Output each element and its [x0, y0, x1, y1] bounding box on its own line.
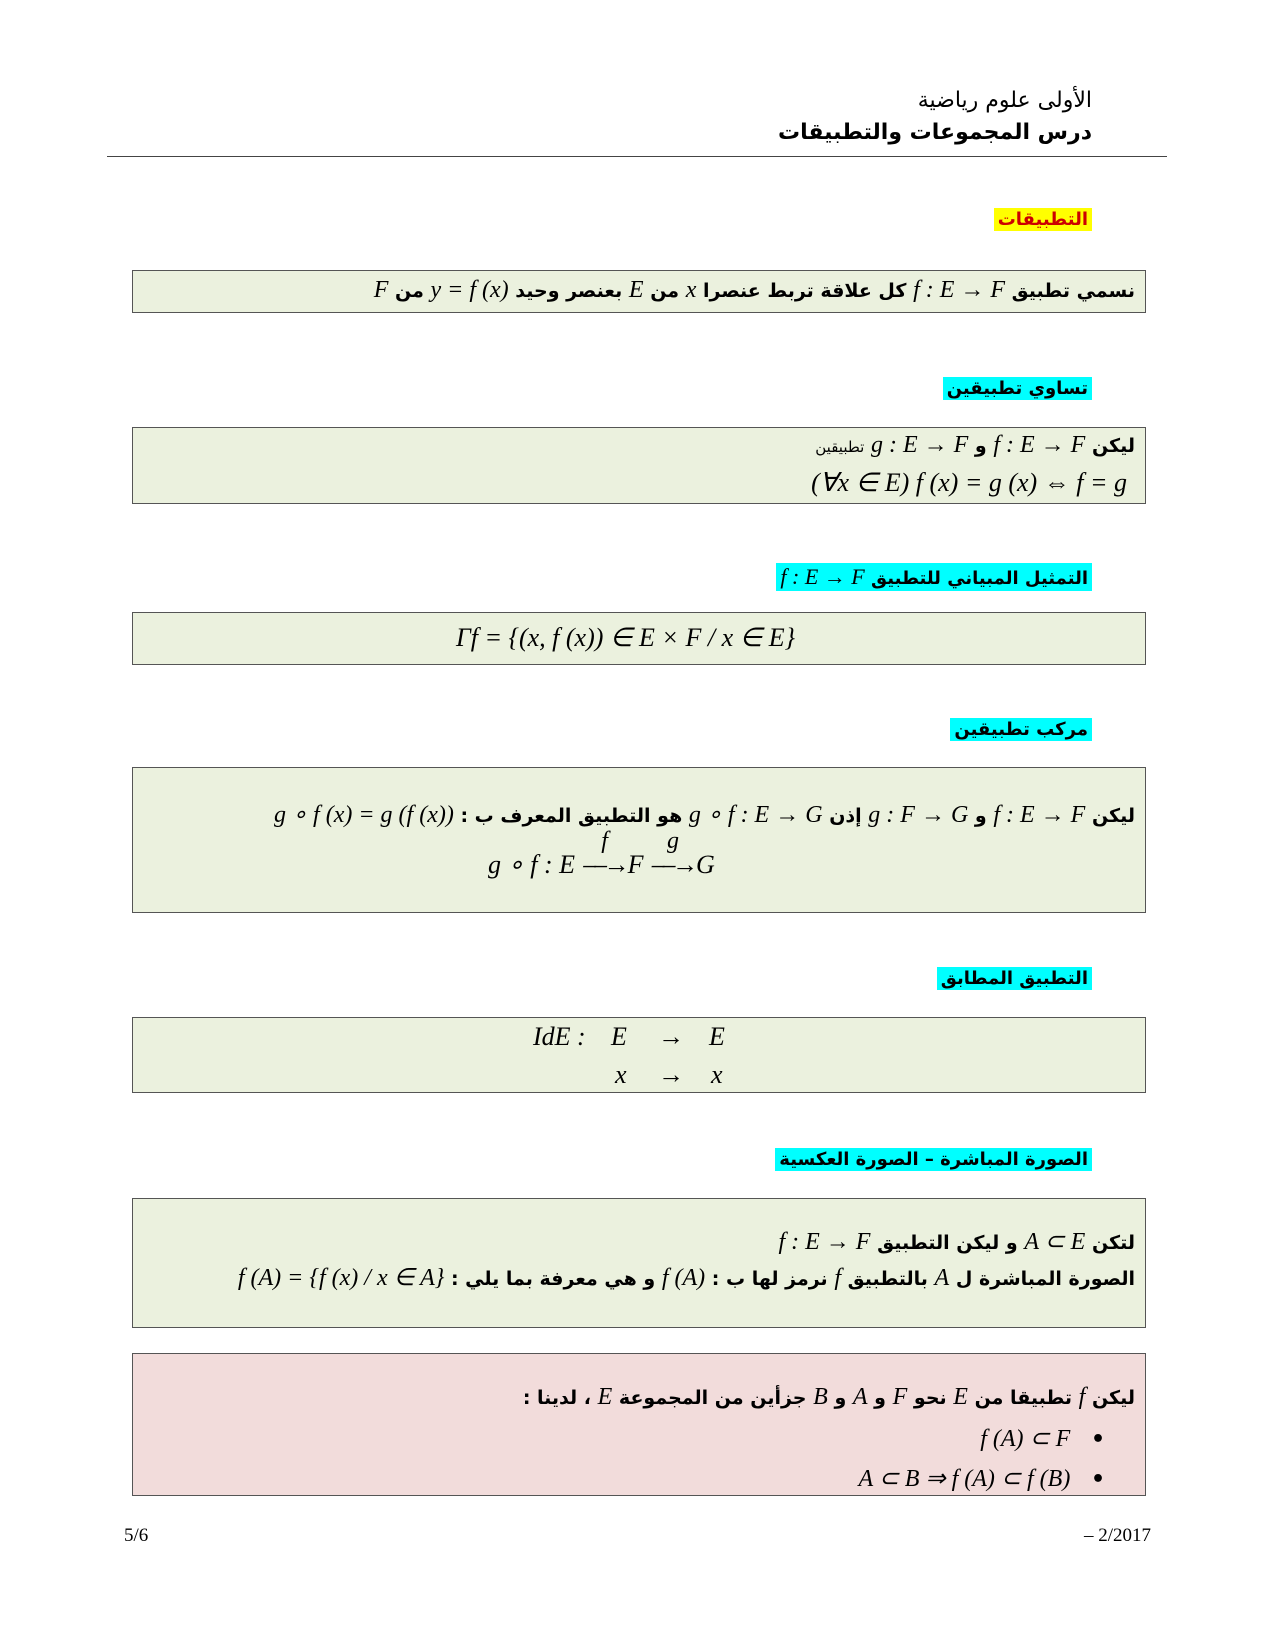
identity-row1-to: E	[709, 1022, 725, 1051]
img-math: f (A)	[661, 1265, 706, 1291]
def-text: نسمي تطبيق	[1011, 280, 1135, 302]
comp-math: f : E → F	[993, 802, 1086, 828]
diagram-label-g: g	[666, 828, 679, 854]
prop-text: نحو	[913, 1387, 947, 1409]
prop-math: E	[953, 1384, 968, 1410]
prop-text: جزأين من المجموعة	[618, 1387, 807, 1409]
property-bullet-1	[980, 1424, 1105, 1453]
property-box	[132, 1353, 1146, 1496]
eq-text: تطبيقين	[815, 438, 865, 456]
prop-math: A	[852, 1384, 868, 1410]
def-math: E	[628, 277, 644, 303]
heading-equality: تساوي تطبيقين	[943, 377, 1092, 400]
identity-box	[132, 1017, 1146, 1093]
equality-line-1	[815, 432, 1135, 459]
equality-formula: (∀x ∈ E) f (x) = g (x) ⇔ f = g	[811, 468, 1127, 497]
img-text: نرمز لها ب :	[711, 1268, 828, 1290]
def-math: f : E → F	[913, 277, 1006, 303]
def-math: y = f (x)	[430, 277, 509, 303]
diagram-left: g ∘ f : E	[488, 850, 576, 879]
header-subtitle: الأولى علوم رياضية	[917, 88, 1092, 113]
bullet-icon: •	[1090, 1427, 1105, 1452]
prop-text: تطبيقا من	[974, 1387, 1073, 1409]
identity-name: IdE :	[533, 1022, 586, 1051]
comp-text: و	[974, 805, 987, 827]
definition-line	[374, 277, 1135, 304]
composition-diagram	[488, 828, 715, 881]
diagram-arrow-f: f ⎯⎯→	[581, 828, 628, 879]
image-line-2	[238, 1263, 1135, 1292]
bullet-math: f (A) ⊂ F	[980, 1426, 1071, 1452]
heading-graph	[776, 563, 1092, 591]
heading-image: الصورة المباشرة – الصورة العكسية	[775, 1148, 1092, 1171]
def-text: من	[394, 280, 424, 302]
img-math: A ⊂ E	[1024, 1229, 1086, 1255]
diagram-right: G	[695, 850, 715, 879]
prop-math: F	[892, 1384, 908, 1410]
prop-text: ، لدينا :	[522, 1387, 591, 1409]
image-box	[132, 1198, 1146, 1328]
diagram-arrow-g: g ⎯⎯→	[649, 828, 696, 879]
prop-math: B	[813, 1384, 828, 1410]
composition-box	[132, 767, 1146, 913]
equality-box	[132, 427, 1146, 504]
graph-heading-math: f : E → F	[780, 564, 865, 589]
def-text: من	[650, 280, 680, 302]
def-text: كل علاقة تربط عنصرا	[702, 280, 907, 302]
eq-text: و	[974, 435, 987, 457]
img-text: و هي معرفة بما يلي :	[450, 1268, 656, 1290]
prop-text: و	[834, 1387, 847, 1409]
property-line	[523, 1384, 1135, 1411]
property-bullet-2	[858, 1464, 1105, 1493]
img-math: f : E → F	[778, 1229, 871, 1255]
img-text: لتكن	[1091, 1232, 1135, 1254]
graph-heading-text: التمثيل المبياني للتطبيق	[871, 568, 1088, 589]
identity-row2-from: x	[615, 1060, 627, 1089]
heading-identity: التطبيق المطابق	[937, 967, 1092, 990]
eq-math: f : E → F	[993, 432, 1086, 458]
img-math: A	[934, 1265, 950, 1291]
comp-text: ليكن	[1091, 805, 1135, 827]
page-number: 5/6	[124, 1525, 149, 1546]
comp-math: g ∘ f : E → G	[688, 802, 823, 828]
def-math: F	[373, 277, 389, 303]
identity-row1-from: E	[611, 1022, 627, 1051]
prop-math: f	[1078, 1384, 1086, 1410]
img-text: بالتطبيق	[847, 1268, 928, 1290]
footer-date: – 2/2017	[1083, 1525, 1151, 1546]
identity-row1-arrow: →	[658, 1022, 684, 1051]
img-math: f	[834, 1265, 841, 1291]
diagram-label-f: f	[601, 828, 608, 854]
eq-math: g : E → F	[870, 432, 969, 458]
heading-applications: التطبيقات	[994, 208, 1092, 231]
eq-text: ليكن	[1091, 435, 1135, 457]
identity-row2-to: x	[711, 1060, 723, 1089]
img-text: و ليكن التطبيق	[877, 1232, 1018, 1254]
prop-text: ليكن	[1091, 1387, 1135, 1409]
image-line-1	[778, 1227, 1135, 1256]
img-text: الصورة المباشرة ل	[955, 1268, 1135, 1290]
img-math: f (A) = {f (x) / x ∈ A}	[237, 1265, 445, 1291]
comp-math: g ∘ f (x) = g (f (x))	[274, 802, 454, 828]
diagram-mid: F	[627, 850, 644, 879]
bullet-icon: •	[1090, 1467, 1105, 1492]
header-divider	[107, 156, 1167, 157]
comp-text: إذن	[829, 805, 862, 827]
def-math: x	[685, 277, 697, 303]
graph-box	[132, 612, 1146, 665]
comp-text: هو التطبيق المعرف ب :	[460, 805, 683, 827]
prop-math: E	[597, 1384, 613, 1410]
comp-math: g : F → G	[868, 802, 969, 828]
identity-row2-arrow: →	[658, 1060, 684, 1089]
def-text: بعنصر وحيد	[515, 280, 623, 302]
bullet-math: A ⊂ B ⇒ f (A) ⊂ f (B)	[858, 1466, 1071, 1492]
heading-composition: مركب تطبيقين	[950, 718, 1092, 741]
definition-box	[132, 270, 1146, 313]
graph-formula: Γf = {(x, f (x)) ∈ E × F / x ∈ E}	[456, 623, 796, 652]
composition-line	[274, 800, 1135, 829]
header-title: درس المجموعات والتطبيقات	[777, 120, 1092, 145]
prop-text: و	[874, 1387, 886, 1409]
